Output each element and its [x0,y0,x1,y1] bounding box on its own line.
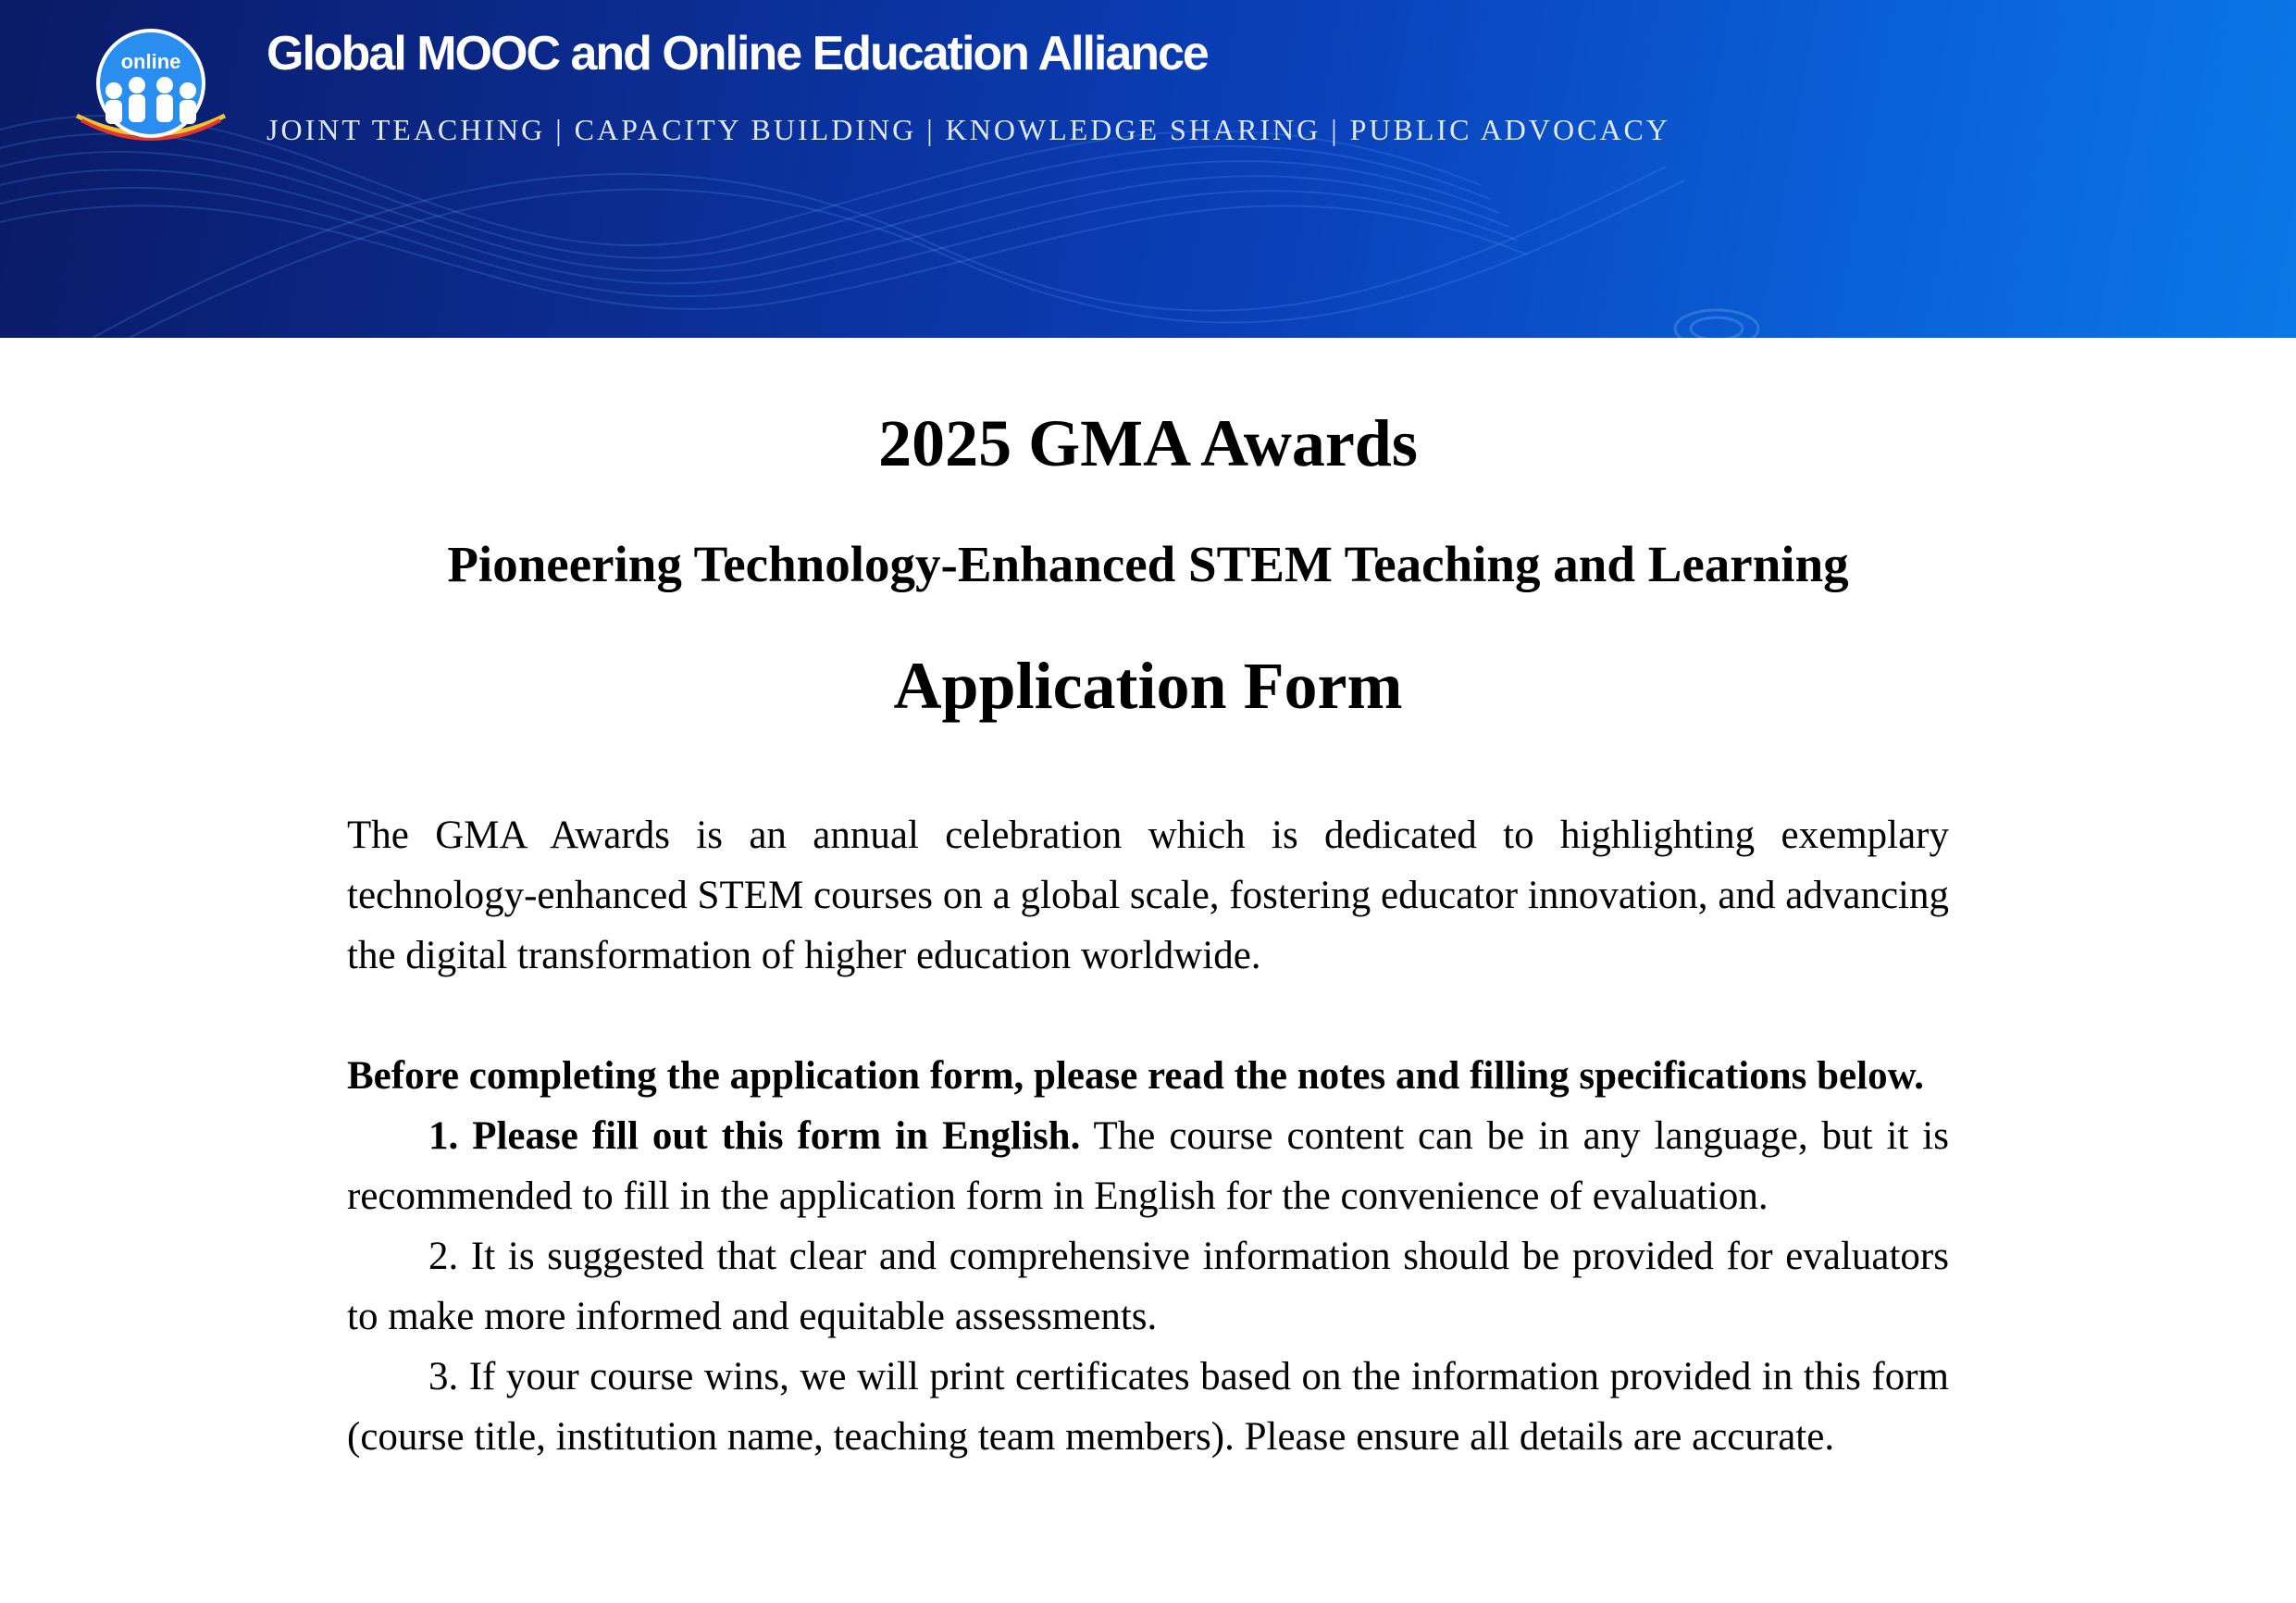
intro-paragraph: The GMA Awards is an annual celebration which is dedicated to highlighting exemplary technology-enhanced STEM courses on a global scale, fostering educator innovation, and advancing the digital transformation of higher education worldwide. [347,814,1949,977]
note-text: The course content can be in any language, but it is recommended to fill in the application form in English for the convenience of evaluation. [347,1114,1949,1218]
svg-text:online: online [120,50,181,73]
page-title: 2025 GMA Awards [878,406,1418,480]
form-title: Application Form [893,649,1403,723]
note-item [347,1106,1949,1226]
note-item [347,1226,1949,1347]
logo-globe-icon [63,28,239,148]
document-body [347,805,1949,1467]
note-item [347,1347,1949,1467]
notes-heading: Before completing the application form, please read the notes and filling specifications below. [347,1054,1925,1098]
note-text: 2. It is suggested that clear and comprehensive information should be provided for evaluators to make more informed and equitable assessments. [347,1235,1949,1338]
alliance-tagline: JOINT TEACHING | CAPACITY BUILDING | KNOWLEDGE SHARING | PUBLIC ADVOCACY [267,113,1670,146]
header-banner [0,0,2296,338]
note-text: 3. If your course wins, we will print certificates based on the information provided in this form (course title, institution name, teaching team members). Please ensure all details are accurate. [347,1355,1949,1459]
alliance-logo [63,28,239,148]
alliance-name: Global MOOC and Online Education Alliance [267,27,1208,81]
page-subtitle: Pioneering Technology-Enhanced STEM Teaching and Learning [447,536,1849,592]
note-bold-text: 1. Please fill out this form in English. [428,1114,1081,1158]
